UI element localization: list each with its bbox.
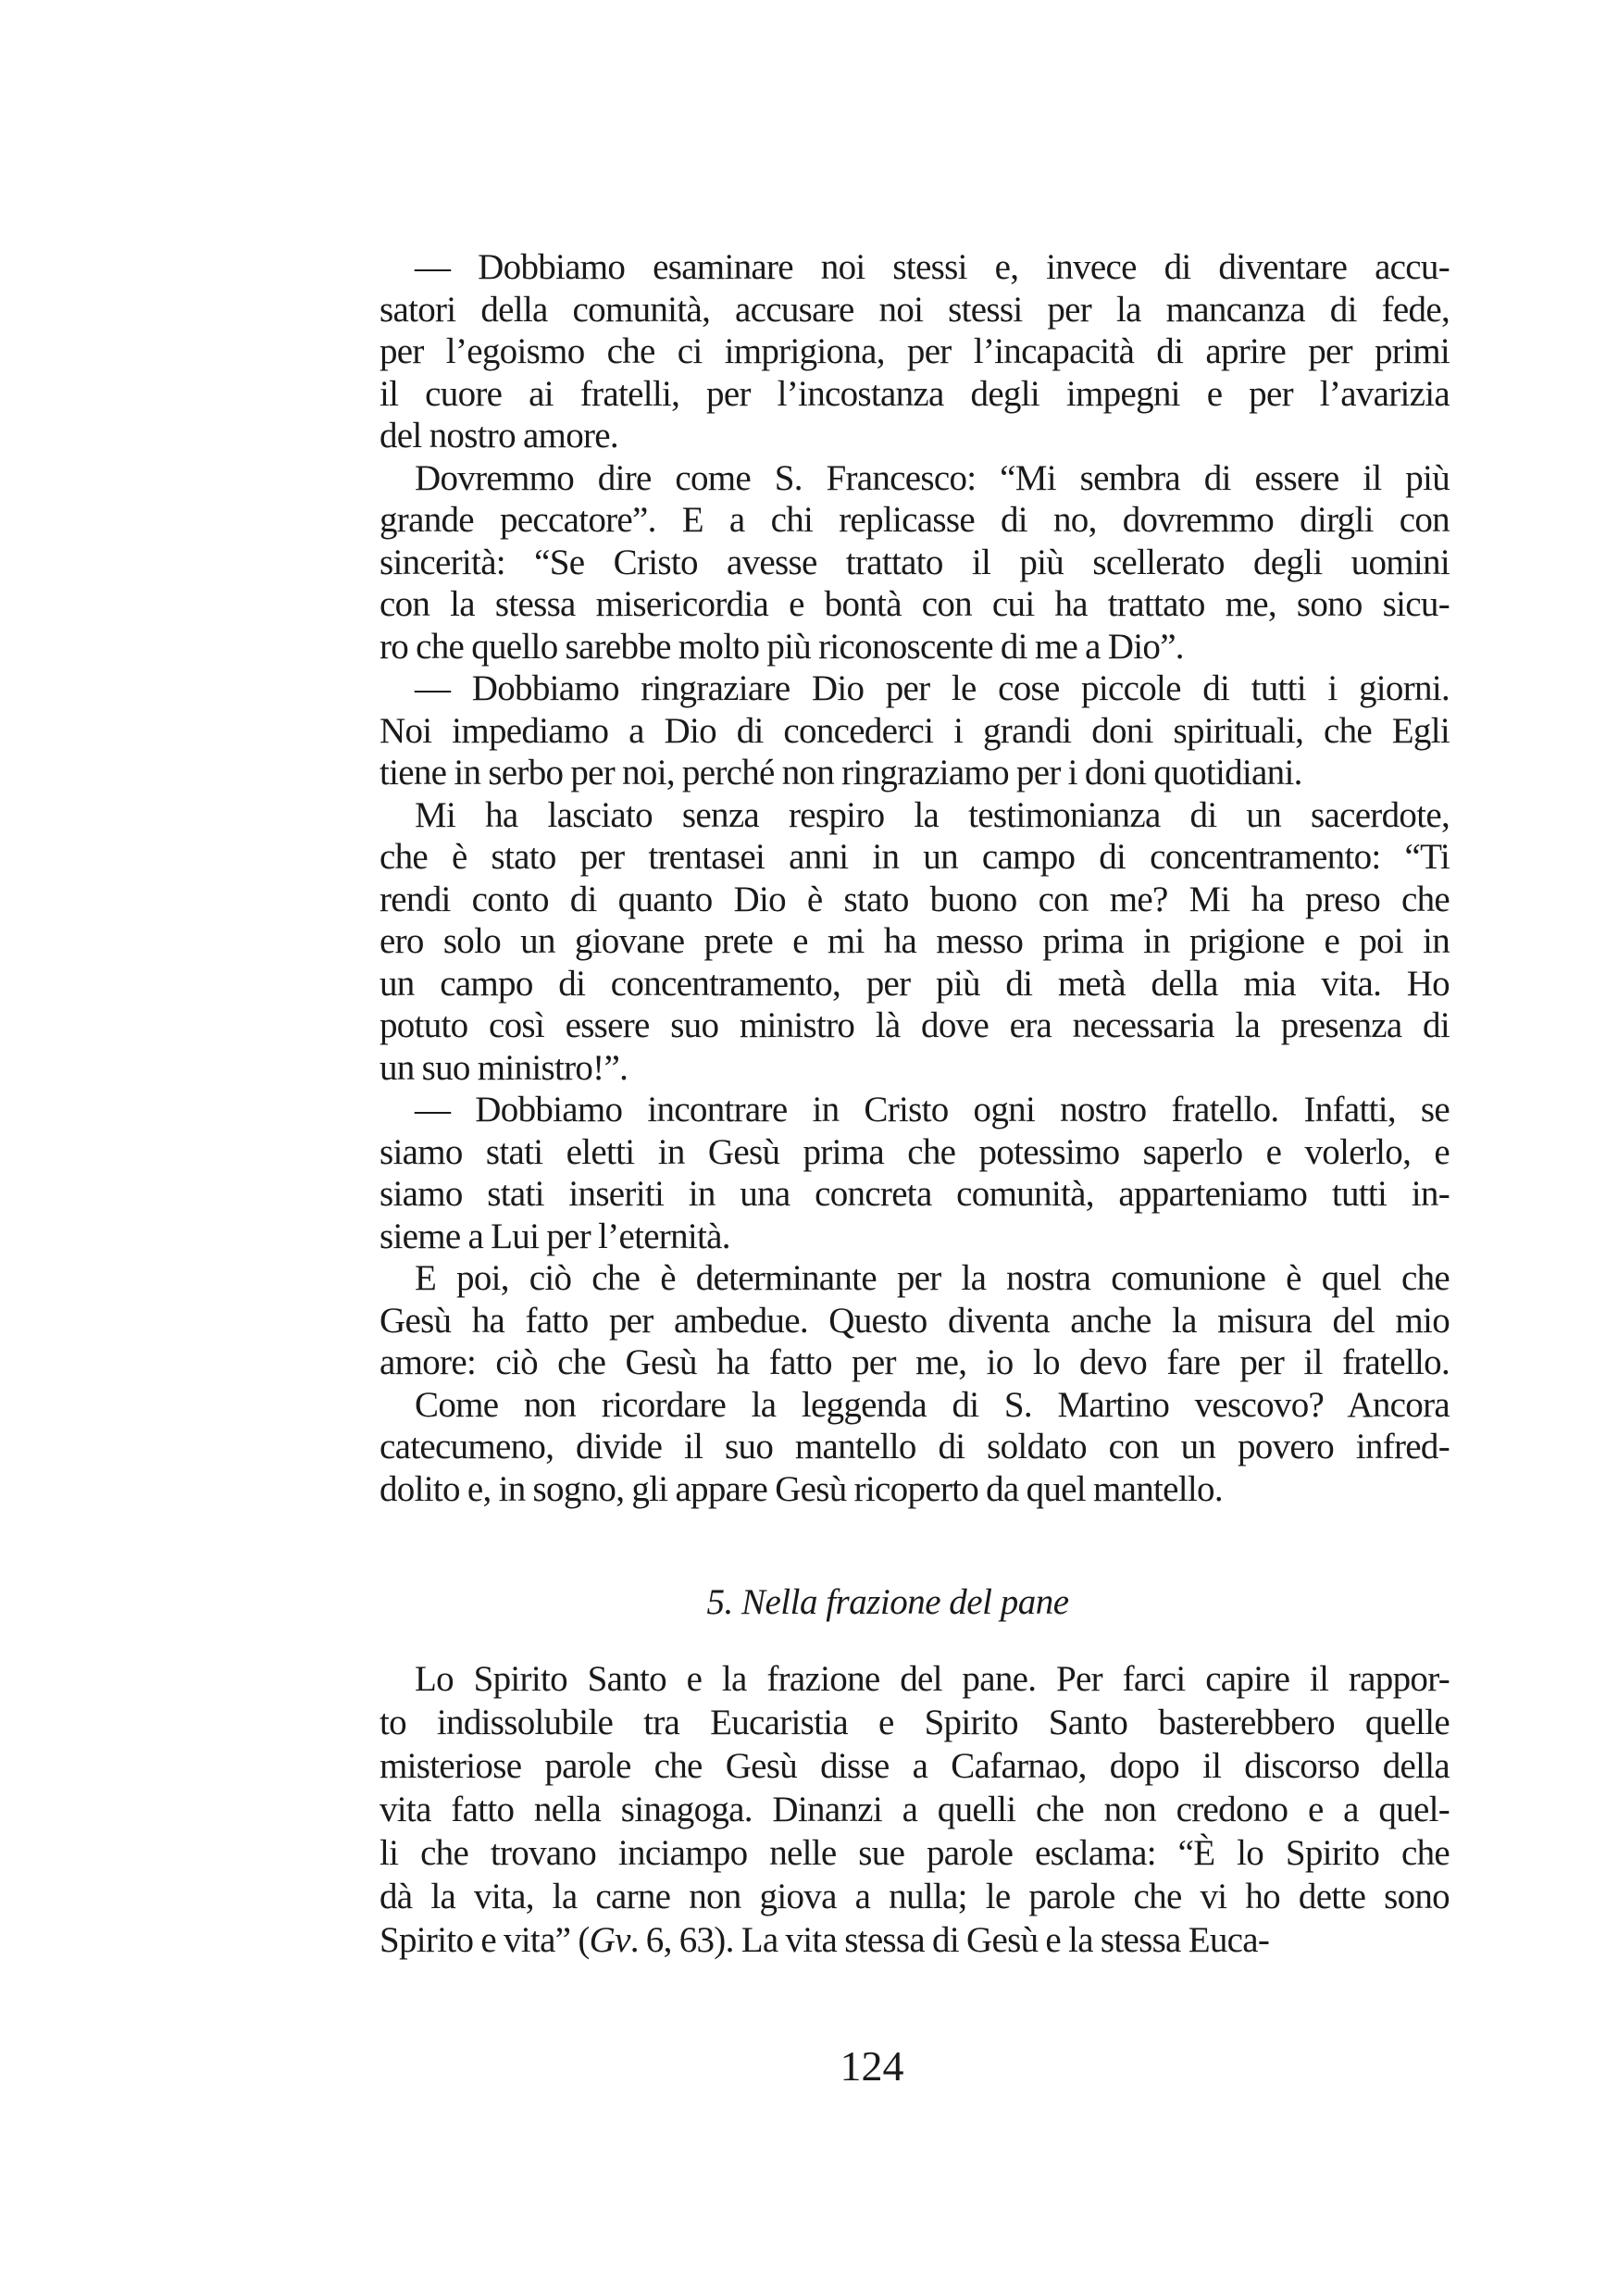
text-line: li che trovano inciampo nelle sue parole esclama: “È lo Spirito che bbox=[380, 1833, 1450, 1873]
text-line: Come non ricordare la leggenda di S. Martino vescovo? Ancora bbox=[415, 1384, 1450, 1425]
text-line: che è stato per trentasei anni in un campo di concentramento: “Ti bbox=[380, 837, 1450, 877]
text-line: amore: ciò che Gesù ha fatto per me, io lo devo fare per il fratello. bbox=[380, 1342, 1450, 1382]
text-line: Noi impediamo a Dio di concederci i grandi doni spirituali, che Egli bbox=[380, 710, 1450, 751]
text-segment: . 6, 63). La vita stessa di Gesù e la stessa Euca- bbox=[629, 1920, 1270, 1960]
text-line: vita fatto nella sinagoga. Dinanzi a quelli che non credono e a quel- bbox=[380, 1790, 1450, 1829]
page-number: 124 bbox=[840, 2042, 904, 2090]
text-line: un suo ministro!”. bbox=[380, 1047, 629, 1088]
text-line: con la stessa misericordia e bontà con cui ha trattato me, sono sicu- bbox=[380, 584, 1450, 624]
paragraph bbox=[380, 1089, 1450, 1257]
text-line: del nostro amore. bbox=[380, 416, 618, 455]
citation-italic: Gv bbox=[589, 1920, 630, 1960]
section-heading-text: 5. Nella frazione del pane bbox=[706, 1582, 1069, 1622]
text-line: tiene in serbo per noi, perché non ringraziamo per i doni quotidiani. bbox=[380, 753, 1302, 792]
text-line: to indissolubile tra Eucaristia e Spirito Santo basterebbero quelle bbox=[380, 1703, 1450, 1742]
text-line: E poi, ciò che è determinante per la nostra comunione è quel che bbox=[415, 1258, 1450, 1298]
text-line: un campo di concentramento, per più di metà della mia vita. Ho bbox=[380, 963, 1450, 1004]
paragraph bbox=[380, 668, 1450, 794]
text-line: dolito e, in sogno, gli appare Gesù ricoperto da quel mantello. bbox=[380, 1468, 1223, 1509]
paragraph bbox=[380, 1257, 1450, 1384]
text-line: Lo Spirito Santo e la frazione del pane. Per farci capire il rappor- bbox=[415, 1659, 1450, 1699]
text-line bbox=[380, 1918, 1450, 1962]
text-section-1 bbox=[380, 246, 1450, 1510]
text-line: per l’egoismo che ci imprigiona, per l’incapacità di aprire per primi bbox=[380, 331, 1450, 371]
text-line: ro che quello sarebbe molto più riconoscente di me a Dio”. bbox=[380, 626, 1184, 667]
text-line: catecumeno, divide il suo mantello di soldato con un povero infred- bbox=[380, 1427, 1450, 1466]
text-line: Dovremmo dire come S. Francesco: “Mi sembra di essere il più bbox=[415, 457, 1450, 498]
text-line: misteriose parole che Gesù disse a Cafarnao, dopo il discorso della bbox=[380, 1746, 1450, 1786]
text-line: sieme a Lui per l’eternità. bbox=[380, 1216, 730, 1256]
text-line: satori della comunità, accusare noi stessi per la mancanza di fede, bbox=[380, 289, 1450, 330]
text-segment: Spirito e vita” ( bbox=[380, 1920, 590, 1960]
text-line: — Dobbiamo ringraziare Dio per le cose piccole di tutti i giorni. bbox=[415, 668, 1450, 708]
text-line: — Dobbiamo esaminare noi stessi e, invece di diventare accu- bbox=[415, 247, 1450, 287]
paragraph bbox=[380, 794, 1450, 1090]
paragraph bbox=[380, 1657, 1450, 1962]
text-line: dà la vita, la carne non giova a nulla; le parole che vi ho dette sono bbox=[380, 1877, 1450, 1916]
text-line: il cuore ai fratelli, per l’incostanza degli impegni e per l’avarizia bbox=[380, 373, 1450, 414]
paragraph bbox=[380, 1384, 1450, 1511]
text-line: Mi ha lasciato senza respiro la testimonianza di un sacerdote, bbox=[415, 794, 1450, 835]
text-line: siamo stati eletti in Gesù prima che potessimo saperlo e volerlo, e bbox=[380, 1131, 1450, 1172]
text-line: ero solo un giovane prete e mi ha messo prima in prigione e poi in bbox=[380, 921, 1450, 961]
text-line: siamo stati inseriti in una concreta comunità, apparteniamo tutti in- bbox=[380, 1174, 1450, 1214]
text-line: potuto così essere suo ministro là dove era necessaria la presenza di bbox=[380, 1005, 1450, 1045]
text-line: sincerità: “Se Cristo avesse trattato il più scellerato degli uomini bbox=[380, 542, 1450, 582]
text-line: rendi conto di quanto Dio è stato buono con me? Mi ha preso che bbox=[380, 879, 1450, 919]
text-line: Gesù ha fatto per ambedue. Questo diventa anche la misura del mio bbox=[380, 1300, 1450, 1341]
section-heading bbox=[0, 1581, 1618, 1623]
paragraph bbox=[380, 457, 1450, 668]
text-line: — Dobbiamo incontrare in Cristo ogni nostro fratello. Infatti, se bbox=[415, 1090, 1450, 1129]
text-section-2 bbox=[380, 1657, 1450, 1962]
paragraph bbox=[380, 246, 1450, 457]
text-line: grande peccatore”. E a chi replicasse di no, dovremmo dirgli con bbox=[380, 500, 1450, 540]
